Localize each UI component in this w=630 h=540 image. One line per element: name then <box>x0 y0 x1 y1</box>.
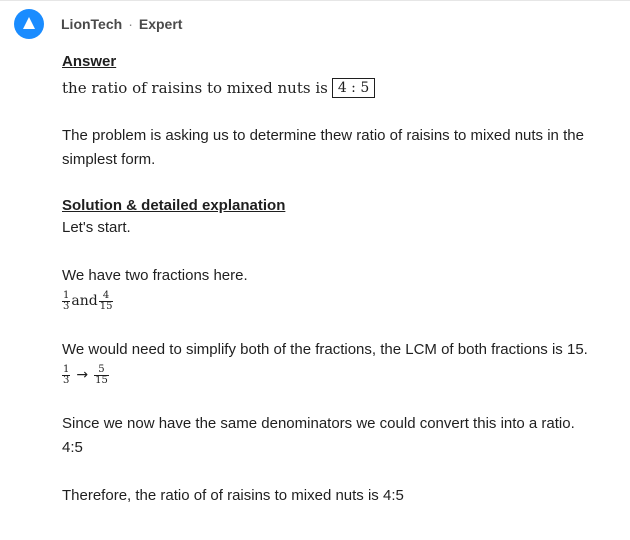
fraction-one-third <box>62 291 70 312</box>
answer-statement <box>62 76 622 100</box>
conclusion-text: Therefore, the ratio of of raisins to mixed nuts is 4:5 <box>62 487 404 504</box>
fraction-numerator: 1 <box>63 363 70 375</box>
answer-statement-text: the ratio of raisins to mixed nuts is <box>62 79 328 97</box>
fraction-denominator: 15 <box>95 374 108 386</box>
start-text: Let's start. <box>62 219 131 236</box>
simplify-text: We would need to simplify both of the fractions, the LCM of both fractions is 15. <box>62 341 588 358</box>
avatar[interactable] <box>14 9 44 39</box>
boxed-answer: 4 : 5 <box>332 78 375 98</box>
fractions-expression <box>62 288 622 314</box>
conversion-expression <box>62 362 622 388</box>
author-role: Expert <box>138 16 183 32</box>
fraction-numerator: 5 <box>98 363 105 375</box>
right-arrow-icon: → <box>76 367 89 383</box>
fraction-four-fifteenths <box>99 291 114 312</box>
fraction-denominator: 3 <box>63 374 70 386</box>
solution-title: Solution & detailed explanation <box>62 197 286 214</box>
two-fractions-text: We have two fractions here. <box>62 267 248 284</box>
fraction-denominator: 3 <box>63 300 70 312</box>
and-word: and <box>71 293 98 309</box>
fraction-five-fifteenths <box>94 365 109 386</box>
same-denominators-text: Since we now have the same denominators we could convert this into a ratio. <box>62 415 575 432</box>
answer-content <box>62 52 622 508</box>
author-name[interactable]: LionTech <box>61 16 123 32</box>
answer-header <box>14 9 182 39</box>
author-info <box>61 16 182 32</box>
triangle-logo-icon <box>14 9 44 39</box>
fraction-denominator: 15 <box>99 300 113 312</box>
ratio-text: 4:5 <box>62 439 83 456</box>
fraction-one-third <box>62 365 70 386</box>
answer-title: Answer <box>62 53 117 70</box>
fraction-numerator: 1 <box>63 289 70 301</box>
problem-text: The problem is asking us to determine thew ratio of raisins to mixed nuts in the simplest form. <box>62 127 584 168</box>
author-separator: · <box>128 16 133 32</box>
fraction-numerator: 4 <box>102 289 110 301</box>
top-divider <box>0 0 630 1</box>
